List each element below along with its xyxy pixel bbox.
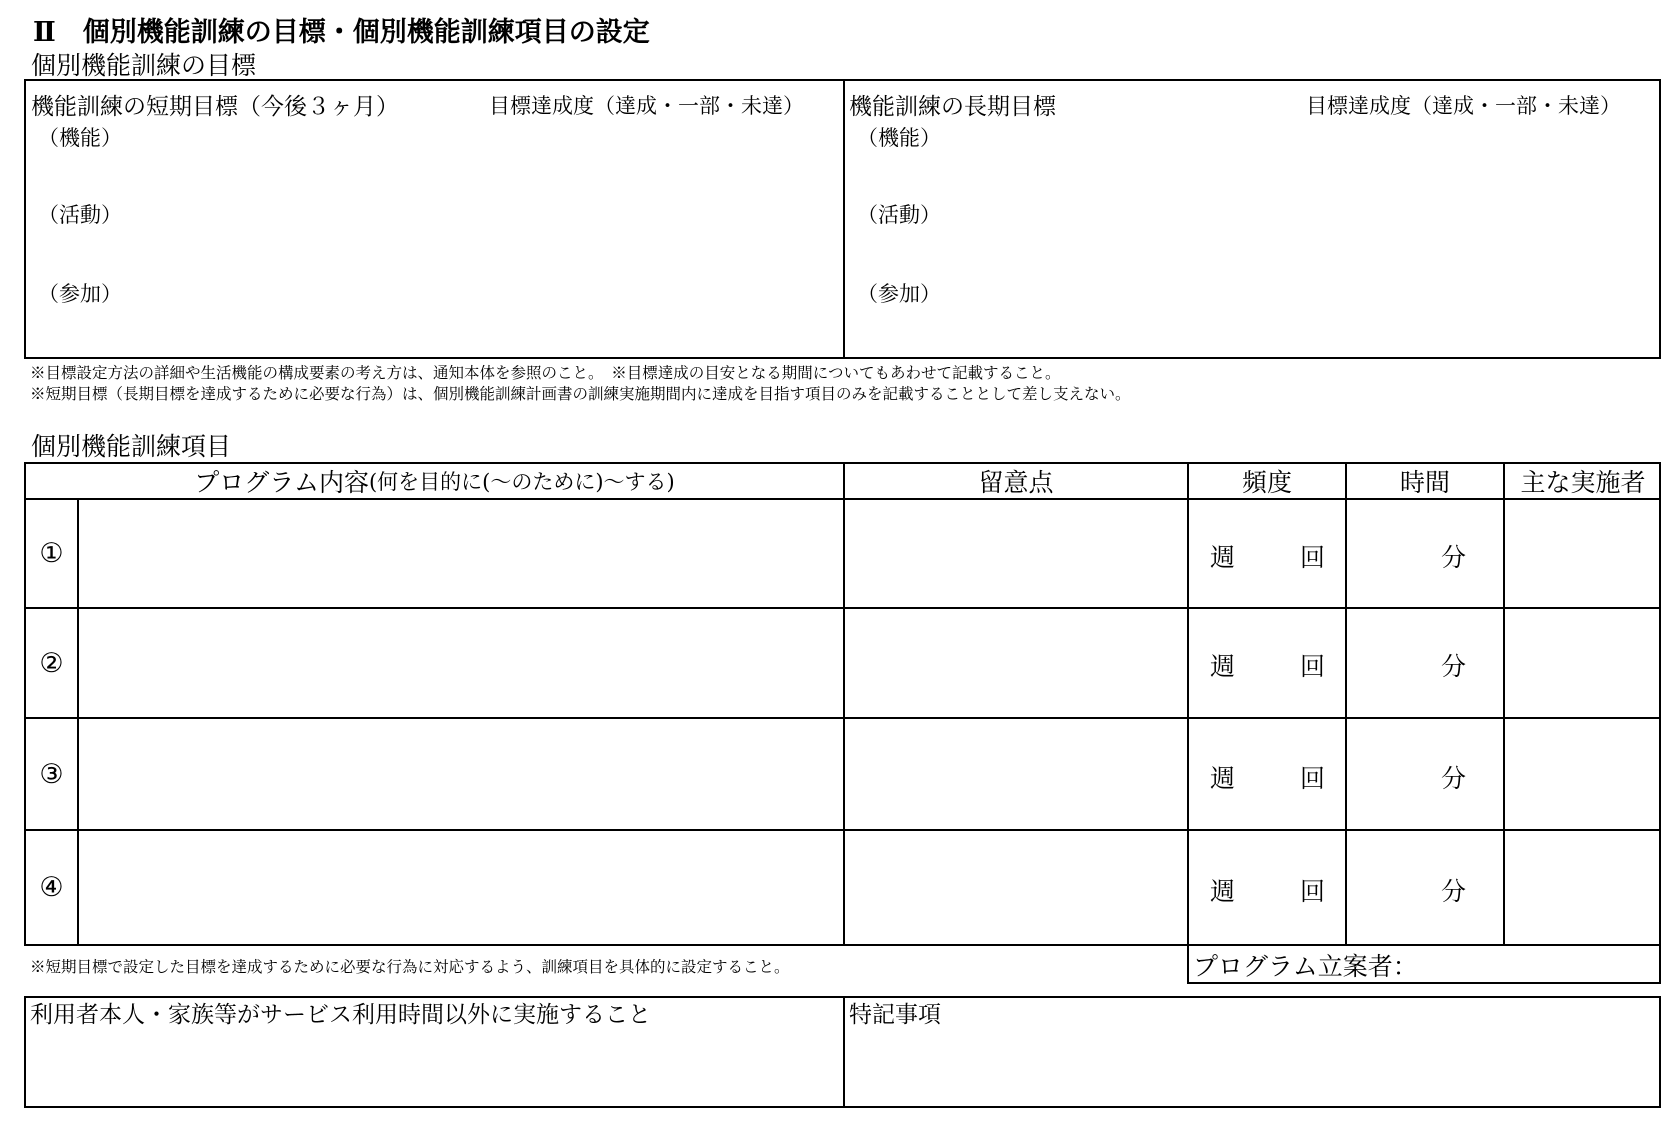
row-3-notes-field[interactable]	[845, 719, 1187, 829]
items-col-divider-2	[1187, 462, 1189, 946]
row-2-implementer-field[interactable]	[1505, 609, 1661, 717]
goals-note-1: ※目標設定方法の詳細や生活機能の構成要素の考え方は、通知本体を参照のこと。 ※目標達成の目安となる期間についてもあわせて記載すること。	[30, 364, 1061, 382]
row-3-program-field[interactable]	[79, 719, 843, 829]
row-4-week-label: 週	[1210, 877, 1236, 906]
row-4-times-label: 回	[1300, 877, 1326, 906]
items-col-divider-3	[1345, 462, 1347, 946]
row-2-week-label: 週	[1210, 652, 1236, 681]
special-notes-label: 特記事項	[849, 1002, 941, 1028]
header-frequency-text: 頻度	[1241, 468, 1292, 497]
planner-label: プログラム立案者：	[1193, 952, 1418, 981]
row-2-minutes-label: 分	[1441, 652, 1467, 681]
header-time-text: 時間	[1399, 468, 1450, 497]
row-1-notes-field[interactable]	[845, 500, 1187, 607]
header-program	[26, 464, 843, 498]
short-term-function-field[interactable]: （機能）	[38, 126, 122, 150]
row-2-notes-field[interactable]	[845, 609, 1187, 717]
row-1-week-label: 週	[1210, 543, 1236, 572]
goals-note-2: ※短期目標（長期目標を達成するために必要な行為）は、個別機能訓練計画書の訓練実施期間内に達成を目指す項目のみを記載することとして差し支えない。	[30, 385, 1131, 403]
header-time	[1347, 464, 1503, 498]
row-3-times-label: 回	[1300, 764, 1326, 793]
goals-heading: 個別機能訓練の目標	[31, 51, 257, 80]
row-4-number: ④	[39, 872, 64, 903]
row-3-week-label: 週	[1210, 764, 1236, 793]
row-4-minutes-label: 分	[1441, 877, 1467, 906]
row-2-program-field[interactable]	[79, 609, 843, 717]
row-4-program-field[interactable]	[79, 831, 843, 944]
row-1-number: ①	[39, 538, 64, 569]
page-title: Ⅱ 個別機能訓練の目標・個別機能訓練項目の設定	[33, 17, 650, 48]
row-4-notes-field[interactable]	[845, 831, 1187, 944]
short-term-achievement-label: 目標達成度（達成・一部・未達）	[489, 94, 804, 118]
long-term-participation-field[interactable]: （参加）	[857, 282, 941, 306]
long-term-activity-field[interactable]: （活動）	[857, 203, 941, 227]
header-program-sub: (何を目的に(～のために)～する)	[368, 470, 675, 494]
short-term-goal-label: 機能訓練の短期目標（今後３ヶ月）	[31, 94, 399, 120]
header-implementer-text: 主な実施者	[1520, 468, 1646, 497]
row-1-program-field[interactable]	[79, 500, 843, 607]
row-3-number: ③	[39, 758, 64, 790]
long-term-achievement-label: 目標達成度（達成・一部・未達）	[1306, 94, 1621, 118]
short-term-activity-field[interactable]: （活動）	[38, 203, 122, 227]
row-3-implementer-field[interactable]	[1505, 719, 1661, 829]
header-implementer	[1505, 464, 1661, 498]
row-2-number: ②	[39, 647, 64, 679]
row-1-times-label: 回	[1300, 543, 1326, 572]
row-1-minutes-label: 分	[1441, 543, 1467, 572]
row-2-times-label: 回	[1300, 652, 1326, 681]
long-term-function-field[interactable]: （機能）	[857, 126, 941, 150]
row-3-minutes-label: 分	[1441, 764, 1467, 793]
goals-divider	[843, 79, 845, 359]
short-term-participation-field[interactable]: （参加）	[38, 282, 122, 306]
header-program-main: プログラム内容	[194, 468, 369, 497]
items-heading: 個別機能訓練項目	[31, 432, 232, 461]
long-term-goal-label: 機能訓練の長期目標	[849, 94, 1056, 120]
row-4-implementer-field[interactable]	[1505, 831, 1661, 944]
items-footnote: ※短期目標で設定した目標を達成するために必要な行為に対応するよう、訓練項目を具体的に設定すること。	[30, 958, 790, 976]
header-notes-text: 留意点	[978, 468, 1054, 497]
header-notes	[845, 464, 1187, 498]
outside-activity-label: 利用者本人・家族等がサービス利用時間以外に実施すること	[30, 1002, 651, 1028]
special-notes-field[interactable]	[845, 1030, 1659, 1106]
header-frequency	[1189, 464, 1345, 498]
row-1-implementer-field[interactable]	[1505, 500, 1661, 607]
outside-activity-field[interactable]	[26, 1030, 843, 1106]
